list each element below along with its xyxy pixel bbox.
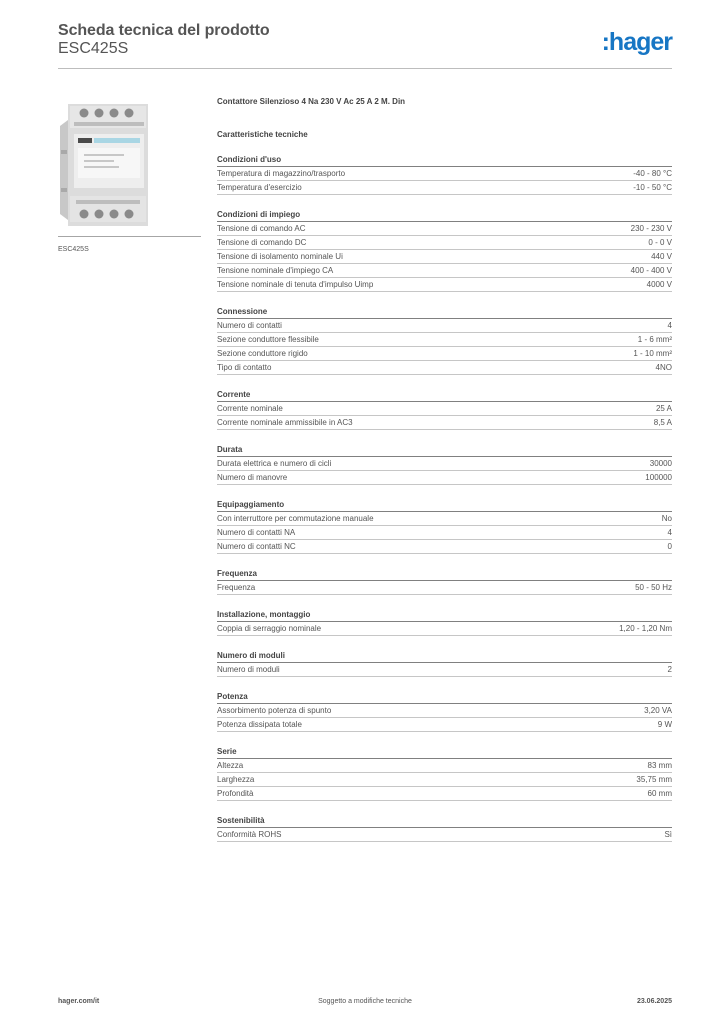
spec-row (217, 773, 672, 787)
spec-value: -40 - 80 °C (633, 169, 672, 178)
spec-row (217, 416, 672, 430)
spec-value: 400 - 400 V (630, 266, 672, 275)
spec-row (217, 718, 672, 732)
spec-label: Profondità (217, 789, 254, 798)
spec-group-title: Frequenza (217, 568, 672, 581)
spec-label: Durata elettrica e numero di cicli (217, 459, 332, 468)
spec-value: 8,5 A (653, 418, 672, 427)
spec-label: Potenza dissipata totale (217, 720, 302, 729)
spec-label: Sezione conduttore rigido (217, 349, 308, 358)
spec-group (217, 499, 672, 554)
spec-row (217, 471, 672, 485)
spec-row (217, 663, 672, 677)
spec-group-title: Condizioni di impiego (217, 209, 672, 222)
spec-group-title: Serie (217, 746, 672, 759)
spec-label: Con interruttore per commutazione manuale (217, 514, 374, 523)
spec-group-title: Numero di moduli (217, 650, 672, 663)
spec-row (217, 828, 672, 842)
spec-row (217, 787, 672, 801)
spec-label: Coppia di serraggio nominale (217, 624, 322, 633)
product-description: Contattore Silenzioso 4 Na 230 V Ac 25 A 2 M. Din (217, 97, 406, 106)
spec-value: 0 - 0 V (648, 238, 672, 247)
spec-label: Assorbimento potenza di spunto (217, 706, 332, 715)
spec-row (217, 457, 672, 471)
spec-value: 60 mm (647, 789, 672, 798)
spec-row (217, 250, 672, 264)
spec-group-title: Condizioni d'uso (217, 154, 672, 167)
spec-value: 1 - 6 mm² (637, 335, 672, 344)
spec-label: Temperatura di magazzino/trasporto (217, 169, 346, 178)
spec-value: 3,20 VA (644, 706, 672, 715)
spec-group (217, 154, 672, 195)
spec-row (217, 704, 672, 718)
spec-row (217, 264, 672, 278)
spec-value: 50 - 50 Hz (635, 583, 672, 592)
footer-website: hager.com/it (58, 998, 100, 1005)
specification-content (217, 96, 672, 842)
spec-value: 100000 (645, 473, 672, 482)
spec-group (217, 746, 672, 801)
spec-label: Tensione nominale d'impiego CA (217, 266, 334, 275)
spec-label: Tensione di comando DC (217, 238, 307, 247)
page-header (58, 22, 672, 68)
spec-group (217, 209, 672, 292)
page-footer (58, 998, 672, 1010)
spec-row (217, 622, 672, 636)
header-divider (58, 68, 672, 69)
spec-group (217, 389, 672, 430)
product-code: ESC425S (58, 40, 129, 57)
spec-group (217, 691, 672, 732)
spec-label: Tipo di contatto (217, 363, 272, 372)
spec-value: -10 - 50 °C (633, 183, 672, 192)
spec-value: Sì (664, 830, 672, 839)
spec-label: Numero di contatti (217, 321, 282, 330)
spec-row (217, 181, 672, 195)
spec-row (217, 526, 672, 540)
spec-label: Corrente nominale (217, 404, 283, 413)
specification-groups (217, 154, 672, 842)
spec-row (217, 222, 672, 236)
spec-label: Altezza (217, 761, 244, 770)
spec-group-title: Corrente (217, 389, 672, 402)
spec-group-title: Installazione, montaggio (217, 609, 672, 622)
spec-group (217, 306, 672, 375)
spec-group-title: Durata (217, 444, 672, 457)
spec-label: Sezione conduttore flessibile (217, 335, 319, 344)
spec-group (217, 650, 672, 677)
product-image-column (58, 96, 201, 253)
document-title: Scheda tecnica del prodotto (58, 22, 270, 39)
spec-value: 25 A (655, 404, 672, 413)
spec-label: Tensione di comando AC (217, 224, 306, 233)
specifications-heading: Caratteristiche tecniche (217, 130, 308, 139)
spec-label: Corrente nominale ammissibile in AC3 (217, 418, 353, 427)
spec-label: Tensione di isolamento nominale Ui (217, 252, 343, 261)
spec-row (217, 167, 672, 181)
spec-group (217, 568, 672, 595)
spec-row (217, 278, 672, 292)
spec-value: 30000 (649, 459, 672, 468)
spec-row (217, 540, 672, 554)
spec-row (217, 759, 672, 773)
spec-row (217, 512, 672, 526)
spec-value: 35,75 mm (636, 775, 672, 784)
spec-value: 0 (667, 542, 672, 551)
spec-label: Temperatura d'esercizio (217, 183, 302, 192)
spec-value: 2 (667, 665, 672, 674)
spec-value: 230 - 230 V (630, 224, 672, 233)
image-caption: ESC425S (58, 246, 89, 253)
spec-label: Larghezza (217, 775, 255, 784)
spec-value: 4 (667, 321, 672, 330)
spec-row (217, 581, 672, 595)
spec-value: 9 W (657, 720, 672, 729)
spec-group-title: Potenza (217, 691, 672, 704)
spec-row (217, 402, 672, 416)
spec-label: Numero di manovre (217, 473, 288, 482)
spec-group-title: Sostenibilità (217, 815, 672, 828)
spec-value: 440 V (651, 252, 672, 261)
spec-value: 4 (667, 528, 672, 537)
spec-group-title: Equipaggiamento (217, 499, 672, 512)
spec-value: 4000 V (646, 280, 672, 289)
hager-logo: :hager (601, 28, 672, 56)
spec-label: Tensione nominale di tenuta d'impulso Uimp (217, 280, 374, 289)
spec-label: Numero di contatti NC (217, 542, 296, 551)
spec-group (217, 444, 672, 485)
spec-value: 4NO (655, 363, 672, 372)
spec-label: Numero di moduli (217, 665, 280, 674)
spec-value: 83 mm (647, 761, 672, 770)
spec-label: Conformità ROHS (217, 830, 282, 839)
footer-date: 23.06.2025 (636, 998, 672, 1005)
spec-row (217, 333, 672, 347)
spec-row (217, 361, 672, 375)
spec-value: 1 - 10 mm² (633, 349, 672, 358)
spec-label: Numero di contatti NA (217, 528, 296, 537)
spec-row (217, 236, 672, 250)
spec-group-title: Connessione (217, 306, 672, 319)
spec-group (217, 815, 672, 842)
spec-row (217, 319, 672, 333)
spec-value: No (661, 514, 672, 523)
spec-group (217, 609, 672, 636)
footer-note: Soggetto a modifiche tecniche (318, 998, 412, 1005)
spec-row (217, 347, 672, 361)
spec-value: 1,20 - 1,20 Nm (619, 624, 672, 633)
contactor-product-image (58, 96, 201, 237)
spec-label: Frequenza (217, 583, 256, 592)
